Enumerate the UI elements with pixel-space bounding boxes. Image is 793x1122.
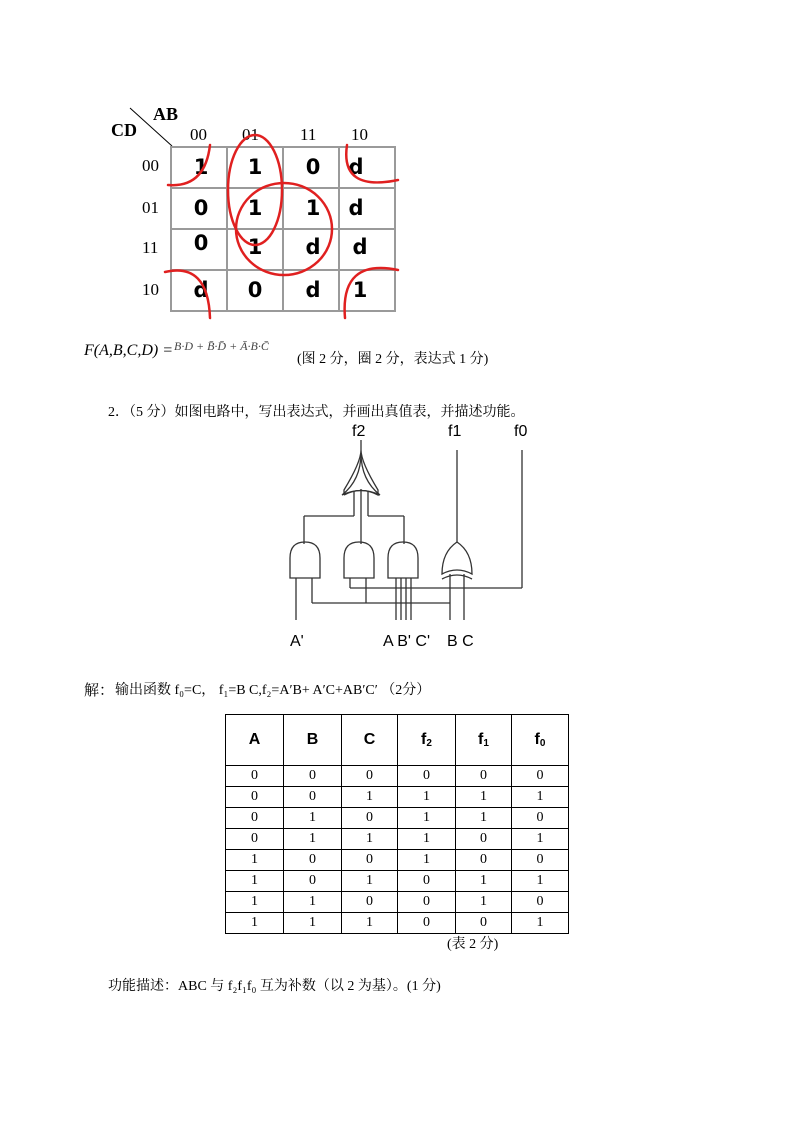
truth-table-cell: 0 bbox=[342, 850, 398, 871]
kmap-col-header: 11 bbox=[300, 125, 317, 144]
truth-table-cell: 0 bbox=[284, 766, 342, 787]
kmap-loop-corner-tr bbox=[346, 145, 398, 182]
truth-table-cell: 1 bbox=[226, 913, 284, 934]
header-a: A bbox=[226, 715, 284, 766]
table-caption: (表 2 分) bbox=[447, 937, 499, 952]
truth-table-row bbox=[226, 892, 569, 913]
kmap-cell: d bbox=[348, 154, 364, 179]
boolean-expression-rhs: B·D + B̄·D̄ + Ā·B·C̄ bbox=[174, 339, 269, 353]
truth-table-cell: 0 bbox=[342, 766, 398, 787]
input-label-bc: B C bbox=[447, 633, 474, 650]
kmap-cell: 0 bbox=[193, 195, 209, 220]
truth-table-row bbox=[226, 913, 569, 934]
truth-table-cell: 0 bbox=[284, 787, 342, 808]
truth-table-cell: 1 bbox=[512, 787, 569, 808]
input-label-a-prime: A' bbox=[290, 633, 304, 650]
kmap-cell: d bbox=[352, 234, 368, 259]
input-label-group: A B' C' bbox=[383, 633, 431, 650]
kmap-row-header: 11 bbox=[142, 238, 159, 257]
truth-table-row bbox=[226, 829, 569, 850]
output-label-f2: f2 bbox=[352, 423, 366, 440]
truth-table-cell: 0 bbox=[226, 808, 284, 829]
kmap-cell: d bbox=[193, 277, 209, 302]
truth-table-cell: 0 bbox=[342, 808, 398, 829]
truth-table-cell: 1 bbox=[398, 787, 456, 808]
kmap-col-header: 00 bbox=[190, 125, 207, 144]
truth-table-cell: 0 bbox=[342, 892, 398, 913]
kmap-cell: d bbox=[305, 234, 321, 259]
xor-gate-f1 bbox=[442, 542, 472, 574]
kmap-cell: 0 bbox=[193, 230, 209, 255]
truth-table-header-row bbox=[226, 715, 569, 766]
output-label-f1: f1 bbox=[448, 423, 462, 440]
truth-table-cell: 1 bbox=[284, 892, 342, 913]
and-gate-2 bbox=[344, 542, 374, 578]
truth-table-cell: 0 bbox=[456, 850, 512, 871]
kmap-cell: d bbox=[348, 195, 364, 220]
kmap-cell: 0 bbox=[247, 277, 263, 302]
truth-table-cell: 0 bbox=[456, 766, 512, 787]
truth-table-cell: 1 bbox=[342, 787, 398, 808]
kmap-loop-bd bbox=[236, 183, 332, 275]
truth-table bbox=[225, 714, 569, 934]
kmap-cell: d bbox=[305, 277, 321, 302]
header-f0: $f_0$ bbox=[512, 715, 569, 766]
truth-table-row bbox=[226, 766, 569, 787]
truth-table-cell: 1 bbox=[342, 913, 398, 934]
truth-table-cell: 1 bbox=[456, 808, 512, 829]
truth-table-cell: 1 bbox=[456, 787, 512, 808]
kmap-cell: 1 bbox=[305, 195, 321, 220]
header-f2: $f_2$ bbox=[398, 715, 456, 766]
header-b: B bbox=[284, 715, 342, 766]
truth-table-cell: 1 bbox=[342, 829, 398, 850]
truth-table-cell: 0 bbox=[226, 766, 284, 787]
circuit-schematic bbox=[280, 440, 540, 636]
kmap-loop-corner-tl bbox=[168, 145, 210, 185]
truth-table-cell: 1 bbox=[342, 871, 398, 892]
truth-table-row bbox=[226, 808, 569, 829]
truth-table-cell: 1 bbox=[284, 829, 342, 850]
scoring-note: (图 2 分，圈 2 分，表达式 1 分) bbox=[297, 352, 489, 367]
question-text: 2．（5 分）如图电路中，写出表达式，并画出真值表，并描述功能。 bbox=[108, 405, 525, 420]
header-c: C bbox=[342, 715, 398, 766]
truth-table-cell: 0 bbox=[226, 787, 284, 808]
kmap-col-header: 10 bbox=[351, 125, 368, 144]
truth-table-row bbox=[226, 871, 569, 892]
or-gate-f2 bbox=[342, 453, 380, 495]
truth-table-cell: 1 bbox=[398, 808, 456, 829]
truth-table-cell: 1 bbox=[398, 829, 456, 850]
truth-table-cell: 0 bbox=[284, 871, 342, 892]
truth-table-cell: 0 bbox=[512, 892, 569, 913]
truth-table-cell: 1 bbox=[512, 871, 569, 892]
kmap-col-header: 01 bbox=[242, 125, 259, 144]
truth-table-cell: 1 bbox=[456, 871, 512, 892]
header-f1: $f_1$ bbox=[456, 715, 512, 766]
kmap-row-header: 01 bbox=[142, 198, 159, 217]
function-description: 功能描述：ABC 与 f₂f₁f₀ 互为补数（以 2 为基）。(1 分) bbox=[108, 979, 441, 994]
truth-table-row bbox=[226, 850, 569, 871]
solution-text: 输出函数 f₀=C， f₁=B C,f₂=A′B+ A′C+AB′C′ （2分） bbox=[115, 683, 431, 698]
truth-table-cell: 1 bbox=[512, 829, 569, 850]
truth-table-cell: 1 bbox=[456, 892, 512, 913]
truth-table-cell: 0 bbox=[512, 850, 569, 871]
truth-table-cell: 1 bbox=[398, 850, 456, 871]
truth-table-cell: 0 bbox=[398, 766, 456, 787]
kmap-row-header: 00 bbox=[142, 156, 159, 175]
kmap-cell: 1 bbox=[247, 154, 263, 179]
truth-table-cell: 1 bbox=[284, 808, 342, 829]
and-gate-1 bbox=[290, 542, 320, 578]
truth-table-cell: 0 bbox=[398, 871, 456, 892]
truth-table-cell: 0 bbox=[398, 913, 456, 934]
kmap-loop-corner-br bbox=[345, 268, 398, 318]
truth-table-cell: 0 bbox=[398, 892, 456, 913]
kmap-groupings bbox=[0, 0, 793, 340]
truth-table-cell: 0 bbox=[456, 913, 512, 934]
truth-table-row bbox=[226, 787, 569, 808]
kmap-row-var: CD bbox=[111, 120, 137, 140]
kmap-loop-corner-bl bbox=[165, 270, 210, 318]
truth-table-cell: 0 bbox=[512, 808, 569, 829]
kmap-cell: 1 bbox=[247, 234, 263, 259]
truth-table-cell: 1 bbox=[226, 850, 284, 871]
solution-label: 解： bbox=[84, 683, 115, 699]
kmap-col-var: AB bbox=[153, 104, 179, 124]
kmap-cell: 1 bbox=[247, 195, 263, 220]
truth-table-cell: 0 bbox=[226, 829, 284, 850]
kmap-row-header: 10 bbox=[142, 280, 159, 299]
boolean-expression-lhs: F(A,B,C,D) = bbox=[84, 342, 173, 359]
truth-table-cell: 1 bbox=[226, 871, 284, 892]
truth-table-cell: 1 bbox=[284, 913, 342, 934]
truth-table-cell: 0 bbox=[512, 766, 569, 787]
truth-table-cell: 1 bbox=[512, 913, 569, 934]
truth-table-cell: 0 bbox=[284, 850, 342, 871]
truth-table-cell: 0 bbox=[456, 829, 512, 850]
and-gate-3 bbox=[388, 542, 418, 578]
kmap-cell: 1 bbox=[193, 154, 209, 179]
output-label-f0: f0 bbox=[514, 423, 528, 440]
kmap-cell: 0 bbox=[305, 154, 321, 179]
kmap-cell: 1 bbox=[352, 277, 368, 302]
truth-table-cell: 1 bbox=[226, 892, 284, 913]
